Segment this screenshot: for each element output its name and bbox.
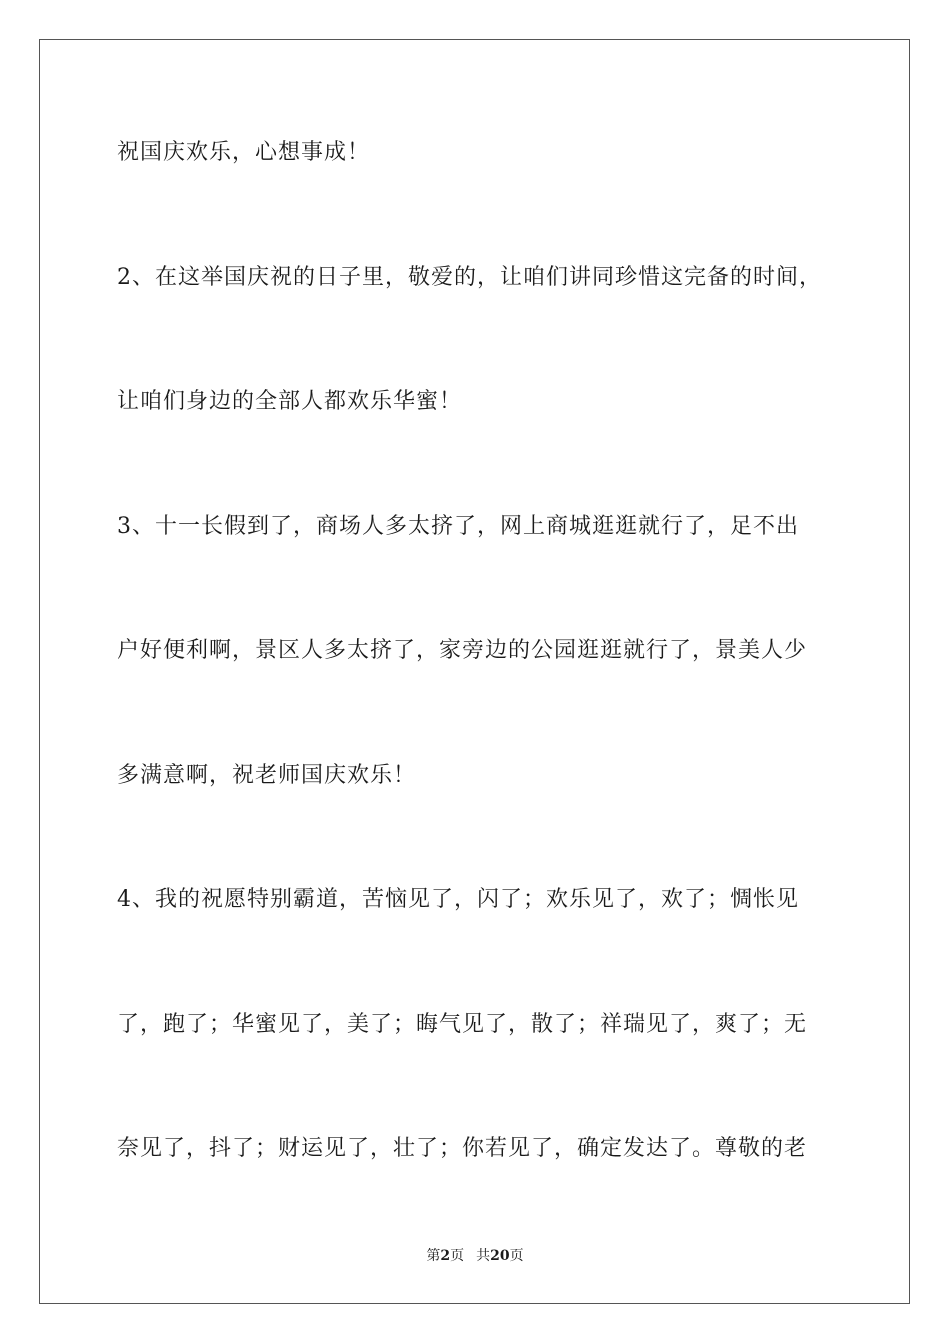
page-suffix: 页 [450, 1248, 465, 1264]
text-line-2: 2、在这举国庆祝的日子里，敬爱的，让咱们讲同珍惜这完备的时间， [117, 265, 822, 290]
total-suffix: 页 [509, 1248, 524, 1264]
page-current: 2 [440, 1248, 451, 1264]
text-line-4: 3、十一长假到了，商场人多太挤了，网上商城逛逛就行了，足不出 [117, 514, 799, 539]
page-total: 20 [490, 1248, 510, 1264]
text-line-9: 奈见了，抖了；财运见了，壮了；你若见了，确定发达了。尊敬的老 [117, 1136, 808, 1161]
text-line-6: 多满意啊，祝老师国庆欢乐！ [117, 763, 417, 788]
total-prefix: 共 [476, 1248, 491, 1264]
page-prefix: 第 [426, 1248, 441, 1264]
text-line-5: 户好便利啊，景区人多太挤了，家旁边的公园逛逛就行了，景美人少 [117, 638, 808, 663]
text-line-8: 了，跑了；华蜜见了，美了；晦气见了，散了；祥瑞见了，爽了；无 [117, 1012, 808, 1037]
text-line-1: 祝国庆欢乐，心想事成！ [117, 140, 371, 165]
text-line-7: 4、我的祝愿特别霸道，苦恼见了，闪了；欢乐见了，欢了；惆怅见 [117, 887, 799, 912]
page-border [39, 39, 910, 1304]
text-line-3: 让咱们身边的全部人都欢乐华蜜！ [117, 389, 463, 414]
page-footer [0, 1246, 950, 1266]
